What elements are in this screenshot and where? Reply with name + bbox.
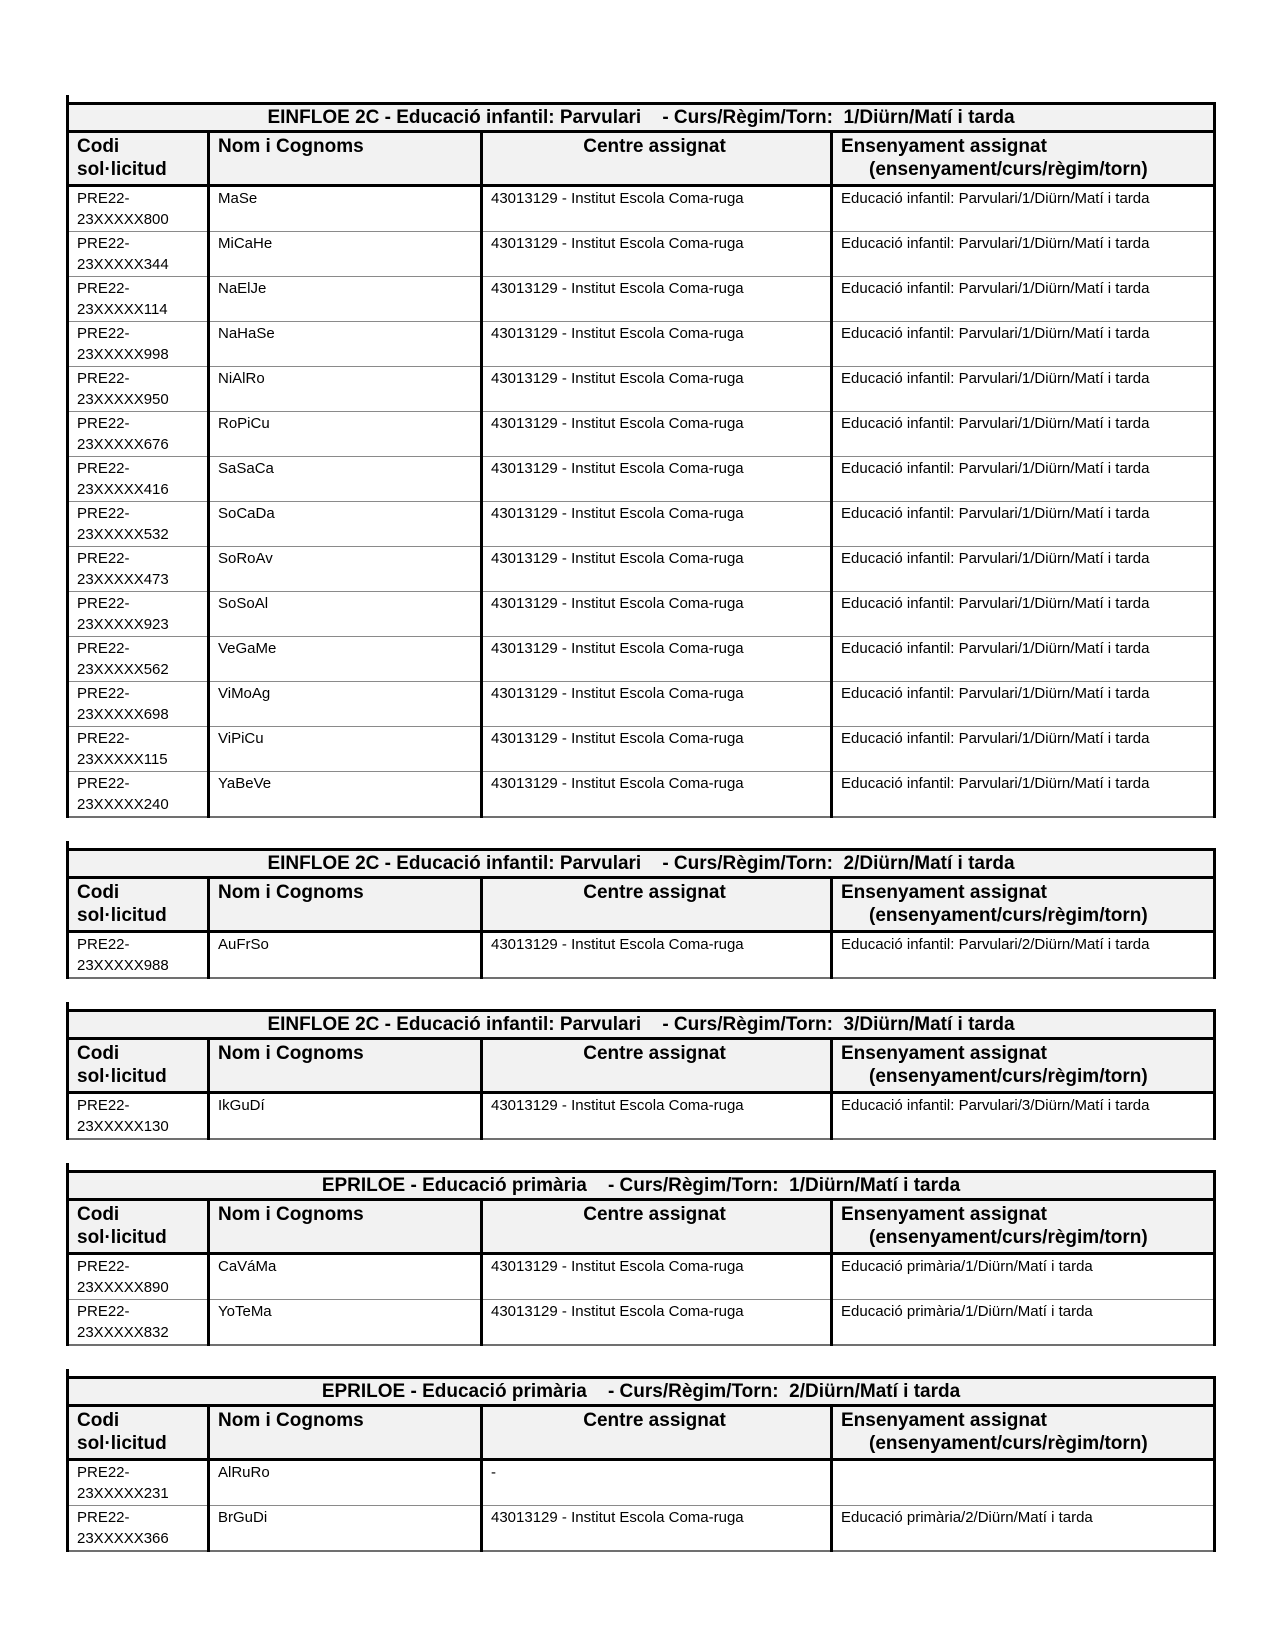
table-title: EINFLOE 2C - Educació infantil: Parvulari - Curs/Règim/Torn: 1/Diürn/Matí i tarda	[68, 104, 1215, 132]
table-row	[68, 367, 1215, 412]
cell-ensenyament: Educació primària/1/Diürn/Matí i tarda	[832, 1254, 1215, 1300]
table-row	[68, 277, 1215, 322]
cell-ensenyament: Educació infantil: Parvulari/1/Diürn/Matí i tarda	[832, 682, 1215, 727]
codi-line-1: PRE22-	[77, 640, 130, 657]
cell-ensenyament: Educació infantil: Parvulari/1/Diürn/Matí i tarda	[832, 232, 1215, 277]
assignment-table-block	[66, 1376, 1213, 1552]
col-header-centre: Centre assignat	[482, 132, 832, 186]
cell-nom: YoTeMa	[209, 1300, 482, 1346]
assignment-table	[66, 1170, 1216, 1346]
codi-line-2: 23XXXXX562	[77, 661, 169, 678]
col-header-codi	[68, 132, 209, 186]
col-header-centre: Centre assignat	[482, 1200, 832, 1254]
cell-centre: 43013129 - Institut Escola Coma-ruga	[482, 932, 832, 979]
cell-codi	[68, 727, 209, 772]
table-row	[68, 682, 1215, 727]
cell-ensenyament: Educació infantil: Parvulari/1/Diürn/Matí i tarda	[832, 367, 1215, 412]
col-header-codi-line-2: sol·licitud	[77, 1433, 167, 1454]
codi-line-1: PRE22-	[77, 280, 130, 297]
codi-line-2: 23XXXXX698	[77, 706, 169, 723]
codi-line-2: 23XXXXX800	[77, 211, 169, 228]
codi-line-1: PRE22-	[77, 730, 130, 747]
table-title: EPRILOE - Educació primària - Curs/Règim/Torn: 2/Diürn/Matí i tarda	[68, 1378, 1215, 1406]
cell-ensenyament: Educació infantil: Parvulari/1/Diürn/Matí i tarda	[832, 772, 1215, 818]
cell-codi	[68, 1093, 209, 1140]
codi-line-2: 23XXXXX344	[77, 256, 169, 273]
cell-centre: 43013129 - Institut Escola Coma-ruga	[482, 412, 832, 457]
codi-line-1: PRE22-	[77, 775, 130, 792]
cell-centre: 43013129 - Institut Escola Coma-ruga	[482, 682, 832, 727]
assignment-table-block	[66, 102, 1213, 818]
cell-codi	[68, 457, 209, 502]
cell-centre: 43013129 - Institut Escola Coma-ruga	[482, 1093, 832, 1140]
codi-line-1: PRE22-	[77, 325, 130, 342]
col-header-nom: Nom i Cognoms	[209, 1406, 482, 1460]
cell-ensenyament: Educació infantil: Parvulari/2/Diürn/Matí i tarda	[832, 932, 1215, 979]
cell-ensenyament: Educació infantil: Parvulari/1/Diürn/Matí i tarda	[832, 637, 1215, 682]
codi-line-1: PRE22-	[77, 1097, 130, 1114]
table-header-row	[68, 1039, 1215, 1093]
cell-codi	[68, 932, 209, 979]
cell-nom: AuFrSo	[209, 932, 482, 979]
cell-codi	[68, 682, 209, 727]
cell-codi	[68, 1254, 209, 1300]
col-header-ensenyament	[832, 1039, 1215, 1093]
col-header-centre: Centre assignat	[482, 1039, 832, 1093]
cell-codi	[68, 547, 209, 592]
cell-centre: 43013129 - Institut Escola Coma-ruga	[482, 772, 832, 818]
col-header-codi-line-2: sol·licitud	[77, 159, 167, 180]
col-header-centre: Centre assignat	[482, 878, 832, 932]
table-row	[68, 547, 1215, 592]
codi-line-1: PRE22-	[77, 505, 130, 522]
table-row	[68, 592, 1215, 637]
table-row	[68, 772, 1215, 818]
table-row	[68, 1093, 1215, 1140]
cell-centre: 43013129 - Institut Escola Coma-ruga	[482, 1506, 832, 1552]
cell-nom: CaVáMa	[209, 1254, 482, 1300]
col-header-ensenyament-line-1: Ensenyament assignat	[841, 882, 1047, 903]
codi-line-1: PRE22-	[77, 595, 130, 612]
col-header-ensenyament	[832, 1200, 1215, 1254]
table-row	[68, 322, 1215, 367]
col-header-nom: Nom i Cognoms	[209, 878, 482, 932]
table-header-row	[68, 878, 1215, 932]
col-header-ensenyament-line-2: (ensenyament/curs/règim/torn)	[869, 159, 1148, 180]
cell-codi	[68, 1506, 209, 1552]
table-row	[68, 727, 1215, 772]
cell-nom: BrGuDi	[209, 1506, 482, 1552]
cell-codi	[68, 186, 209, 232]
codi-line-2: 23XXXXX988	[77, 957, 169, 974]
col-header-codi-line-2: sol·licitud	[77, 1066, 167, 1087]
table-row	[68, 502, 1215, 547]
cell-nom: NaElJe	[209, 277, 482, 322]
col-header-codi	[68, 1039, 209, 1093]
cell-centre: 43013129 - Institut Escola Coma-ruga	[482, 232, 832, 277]
cell-centre: 43013129 - Institut Escola Coma-ruga	[482, 592, 832, 637]
codi-line-2: 23XXXXX114	[77, 301, 168, 318]
assignment-table	[66, 1009, 1216, 1140]
col-header-ensenyament-line-2: (ensenyament/curs/règim/torn)	[869, 1433, 1148, 1454]
codi-line-1: PRE22-	[77, 415, 130, 432]
codi-line-2: 23XXXXX231	[77, 1485, 169, 1502]
table-title-row	[68, 1378, 1215, 1406]
table-title: EINFLOE 2C - Educació infantil: Parvulari - Curs/Règim/Torn: 2/Diürn/Matí i tarda	[68, 850, 1215, 878]
cell-codi	[68, 637, 209, 682]
cell-codi	[68, 1460, 209, 1506]
codi-line-1: PRE22-	[77, 235, 130, 252]
cell-nom: SoCaDa	[209, 502, 482, 547]
codi-line-1: PRE22-	[77, 460, 130, 477]
table-body	[68, 932, 1215, 979]
cell-centre: 43013129 - Institut Escola Coma-ruga	[482, 367, 832, 412]
col-header-centre: Centre assignat	[482, 1406, 832, 1460]
cell-ensenyament: Educació infantil: Parvulari/1/Diürn/Matí i tarda	[832, 592, 1215, 637]
cell-ensenyament: Educació primària/2/Diürn/Matí i tarda	[832, 1506, 1215, 1552]
cell-codi	[68, 232, 209, 277]
cell-nom: SaSaCa	[209, 457, 482, 502]
table-title-row	[68, 850, 1215, 878]
table-row	[68, 1460, 1215, 1506]
table-header-row	[68, 1406, 1215, 1460]
table-row	[68, 186, 1215, 232]
col-header-codi	[68, 1406, 209, 1460]
table-header-row	[68, 1200, 1215, 1254]
cell-nom: SoSoAl	[209, 592, 482, 637]
cell-codi	[68, 592, 209, 637]
cell-nom: VeGaMe	[209, 637, 482, 682]
tables-container	[66, 102, 1275, 1552]
table-row	[68, 637, 1215, 682]
col-header-codi-line-1: Codi	[77, 1043, 120, 1064]
cell-nom: MaSe	[209, 186, 482, 232]
table-body	[68, 1460, 1215, 1552]
cell-ensenyament: Educació infantil: Parvulari/3/Diürn/Matí i tarda	[832, 1093, 1215, 1140]
cell-codi	[68, 277, 209, 322]
col-header-codi-line-1: Codi	[77, 1204, 120, 1225]
codi-line-1: PRE22-	[77, 550, 130, 567]
cell-ensenyament: Educació infantil: Parvulari/1/Diürn/Matí i tarda	[832, 322, 1215, 367]
assignment-table-block	[66, 848, 1213, 979]
cell-centre: 43013129 - Institut Escola Coma-ruga	[482, 457, 832, 502]
col-header-ensenyament	[832, 1406, 1215, 1460]
col-header-nom: Nom i Cognoms	[209, 1200, 482, 1254]
assignment-table	[66, 848, 1216, 979]
cell-nom: IkGuDí	[209, 1093, 482, 1140]
cell-nom: MiCaHe	[209, 232, 482, 277]
assignment-table-block	[66, 1170, 1213, 1346]
codi-line-2: 23XXXXX366	[77, 1530, 169, 1547]
col-header-ensenyament-line-1: Ensenyament assignat	[841, 1410, 1047, 1431]
col-header-ensenyament-line-1: Ensenyament assignat	[841, 136, 1047, 157]
cell-centre: 43013129 - Institut Escola Coma-ruga	[482, 547, 832, 592]
codi-line-2: 23XXXXX473	[77, 571, 169, 588]
assignment-table	[66, 1376, 1216, 1552]
codi-line-1: PRE22-	[77, 685, 130, 702]
cell-centre: 43013129 - Institut Escola Coma-ruga	[482, 727, 832, 772]
cell-codi	[68, 502, 209, 547]
codi-line-2: 23XXXXX676	[77, 436, 169, 453]
cell-codi	[68, 772, 209, 818]
cell-nom: YaBeVe	[209, 772, 482, 818]
col-header-codi-line-2: sol·licitud	[77, 905, 167, 926]
col-header-ensenyament	[832, 132, 1215, 186]
codi-line-2: 23XXXXX950	[77, 391, 169, 408]
assignment-table-block	[66, 1009, 1213, 1140]
codi-line-1: PRE22-	[77, 936, 130, 953]
cell-nom: ViMoAg	[209, 682, 482, 727]
codi-line-1: PRE22-	[77, 370, 130, 387]
col-header-ensenyament-line-1: Ensenyament assignat	[841, 1204, 1047, 1225]
cell-ensenyament: Educació infantil: Parvulari/1/Diürn/Matí i tarda	[832, 502, 1215, 547]
cell-codi	[68, 367, 209, 412]
codi-line-1: PRE22-	[77, 1303, 130, 1320]
col-header-codi	[68, 1200, 209, 1254]
col-header-codi-line-2: sol·licitud	[77, 1227, 167, 1248]
table-title-row	[68, 1172, 1215, 1200]
cell-nom: NiAlRo	[209, 367, 482, 412]
cell-centre: 43013129 - Institut Escola Coma-ruga	[482, 277, 832, 322]
col-header-codi-line-1: Codi	[77, 882, 120, 903]
table-title: EINFLOE 2C - Educació infantil: Parvulari - Curs/Règim/Torn: 3/Diürn/Matí i tarda	[68, 1011, 1215, 1039]
table-row	[68, 412, 1215, 457]
col-header-nom: Nom i Cognoms	[209, 132, 482, 186]
table-body	[68, 1254, 1215, 1346]
codi-line-2: 23XXXXX532	[77, 526, 169, 543]
col-header-ensenyament-line-2: (ensenyament/curs/règim/torn)	[869, 1066, 1148, 1087]
codi-line-1: PRE22-	[77, 1258, 130, 1275]
table-row	[68, 1300, 1215, 1346]
codi-line-1: PRE22-	[77, 1464, 130, 1481]
cell-centre: 43013129 - Institut Escola Coma-ruga	[482, 637, 832, 682]
cell-centre: -	[482, 1460, 832, 1506]
cell-centre: 43013129 - Institut Escola Coma-ruga	[482, 502, 832, 547]
cell-codi	[68, 322, 209, 367]
cell-ensenyament: Educació infantil: Parvulari/1/Diürn/Matí i tarda	[832, 547, 1215, 592]
table-row	[68, 1506, 1215, 1552]
col-header-ensenyament-line-1: Ensenyament assignat	[841, 1043, 1047, 1064]
cell-nom: ViPiCu	[209, 727, 482, 772]
assignment-table	[66, 102, 1216, 818]
col-header-ensenyament	[832, 878, 1215, 932]
codi-line-2: 23XXXXX240	[77, 796, 169, 813]
cell-centre: 43013129 - Institut Escola Coma-ruga	[482, 1254, 832, 1300]
table-row	[68, 457, 1215, 502]
table-body	[68, 186, 1215, 818]
cell-ensenyament	[832, 1460, 1215, 1506]
table-title: EPRILOE - Educació primària - Curs/Règim/Torn: 1/Diürn/Matí i tarda	[68, 1172, 1215, 1200]
cell-codi	[68, 412, 209, 457]
cell-ensenyament: Educació infantil: Parvulari/1/Diürn/Matí i tarda	[832, 457, 1215, 502]
cell-nom: RoPiCu	[209, 412, 482, 457]
cell-nom: NaHaSe	[209, 322, 482, 367]
cell-centre: 43013129 - Institut Escola Coma-ruga	[482, 1300, 832, 1346]
table-row	[68, 232, 1215, 277]
table-title-row	[68, 1011, 1215, 1039]
col-header-nom: Nom i Cognoms	[209, 1039, 482, 1093]
codi-line-2: 23XXXXX890	[77, 1279, 169, 1296]
codi-line-1: PRE22-	[77, 1509, 130, 1526]
col-header-codi	[68, 878, 209, 932]
col-header-codi-line-1: Codi	[77, 136, 120, 157]
table-row	[68, 932, 1215, 979]
cell-ensenyament: Educació infantil: Parvulari/1/Diürn/Matí i tarda	[832, 277, 1215, 322]
col-header-ensenyament-line-2: (ensenyament/curs/règim/torn)	[869, 1227, 1148, 1248]
codi-line-1: PRE22-	[77, 190, 130, 207]
codi-line-2: 23XXXXX416	[77, 481, 169, 498]
cell-ensenyament: Educació infantil: Parvulari/1/Diürn/Matí i tarda	[832, 186, 1215, 232]
codi-line-2: 23XXXXX998	[77, 346, 169, 363]
cell-ensenyament: Educació primària/1/Diürn/Matí i tarda	[832, 1300, 1215, 1346]
cell-centre: 43013129 - Institut Escola Coma-ruga	[482, 322, 832, 367]
codi-line-2: 23XXXXX115	[77, 751, 168, 768]
cell-nom: AlRuRo	[209, 1460, 482, 1506]
table-header-row	[68, 132, 1215, 186]
cell-nom: SoRoAv	[209, 547, 482, 592]
cell-ensenyament: Educació infantil: Parvulari/1/Diürn/Matí i tarda	[832, 727, 1215, 772]
table-title-row	[68, 104, 1215, 132]
col-header-codi-line-1: Codi	[77, 1410, 120, 1431]
codi-line-2: 23XXXXX832	[77, 1324, 169, 1341]
cell-centre: 43013129 - Institut Escola Coma-ruga	[482, 186, 832, 232]
cell-codi	[68, 1300, 209, 1346]
codi-line-2: 23XXXXX923	[77, 616, 169, 633]
table-row	[68, 1254, 1215, 1300]
codi-line-2: 23XXXXX130	[77, 1118, 169, 1135]
col-header-ensenyament-line-2: (ensenyament/curs/règim/torn)	[869, 905, 1148, 926]
cell-ensenyament: Educació infantil: Parvulari/1/Diürn/Matí i tarda	[832, 412, 1215, 457]
table-body	[68, 1093, 1215, 1140]
